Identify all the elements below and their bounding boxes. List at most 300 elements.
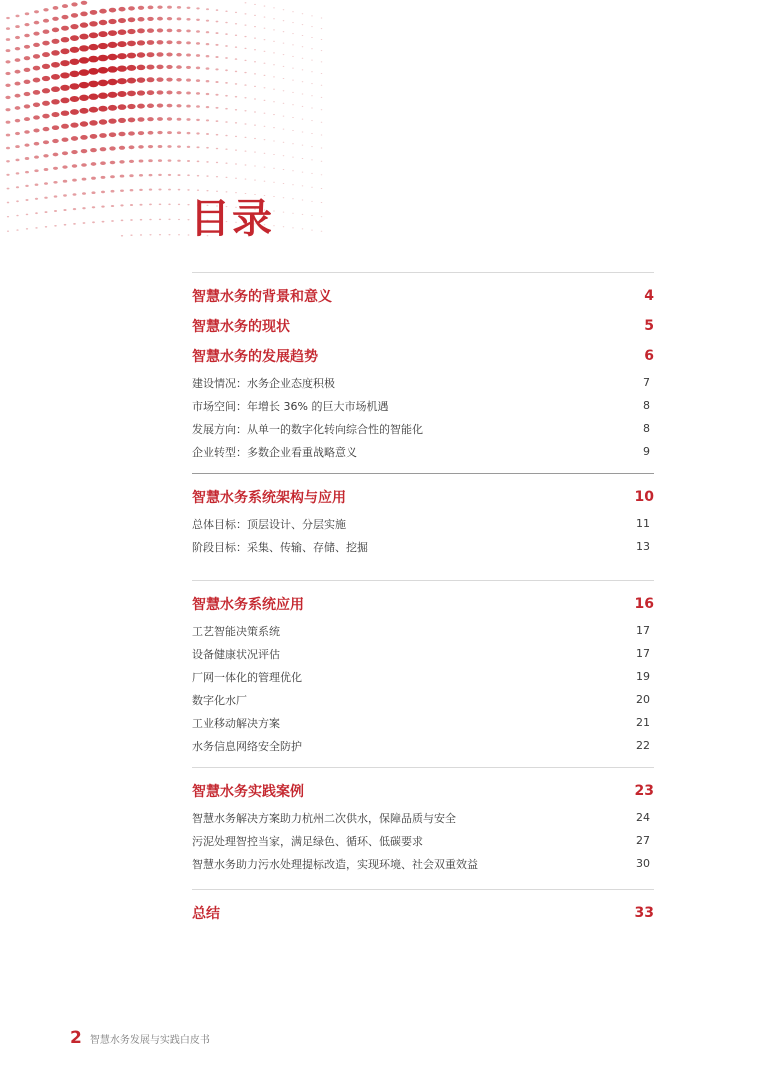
decorative-dot — [292, 104, 294, 105]
decorative-dot — [235, 109, 237, 111]
decorative-dot — [311, 37, 313, 38]
decorative-dot — [42, 101, 50, 106]
decorative-dot — [157, 6, 162, 9]
decorative-dot — [140, 234, 142, 235]
decorative-dot — [177, 6, 181, 9]
decorative-dot — [273, 114, 275, 115]
decorative-dot — [273, 101, 275, 102]
toc-entry-title: 数字化水厂 — [192, 693, 247, 707]
decorative-dot — [168, 234, 170, 235]
decorative-dot — [244, 97, 246, 98]
decorative-dot — [159, 219, 161, 221]
decorative-dot — [79, 69, 89, 76]
decorative-dot — [6, 27, 10, 30]
decorative-dot — [15, 82, 21, 86]
decorative-dot — [264, 153, 266, 154]
decorative-dot — [117, 91, 126, 97]
decorative-dot — [178, 234, 180, 235]
decorative-dot — [302, 145, 304, 146]
decorative-dot — [149, 203, 152, 205]
toc-entry[interactable] — [192, 806, 654, 829]
decorative-dot — [127, 41, 136, 47]
decorative-dot — [63, 194, 67, 196]
decorative-dot — [166, 52, 172, 56]
decorative-dot — [196, 132, 199, 134]
decorative-dot — [321, 97, 323, 98]
decorative-dot — [89, 107, 98, 113]
decorative-dot — [73, 193, 77, 196]
decorative-dot — [148, 159, 152, 162]
decorative-dot — [6, 121, 11, 124]
decorative-dot — [111, 205, 114, 207]
decorative-dot — [118, 118, 126, 123]
decorative-dot — [117, 41, 126, 47]
decorative-dot — [15, 145, 20, 148]
decorative-dot — [108, 118, 116, 123]
decorative-dot — [6, 160, 10, 162]
toc-entry[interactable] — [192, 665, 654, 688]
decorative-dot — [177, 174, 180, 176]
decorative-dot — [321, 188, 323, 189]
decorative-dot — [25, 171, 29, 174]
decorative-dot — [81, 163, 87, 167]
toc-chapter[interactable] — [192, 482, 654, 512]
toc-entry[interactable] — [192, 734, 654, 757]
decorative-dot — [99, 119, 107, 124]
decorative-dot — [321, 61, 323, 62]
decorative-dot — [273, 41, 275, 42]
decorative-dot — [130, 189, 134, 191]
decorative-dot — [197, 161, 200, 163]
decorative-dot — [245, 13, 247, 14]
decorative-dot — [206, 161, 209, 163]
decorative-dot — [225, 33, 228, 35]
decorative-dot — [235, 163, 237, 164]
decorative-dot — [254, 111, 256, 112]
decorative-dot — [166, 91, 172, 95]
decorative-dot — [140, 204, 143, 206]
decorative-dot — [283, 129, 285, 130]
toc-entry[interactable] — [192, 852, 654, 875]
decorative-dot — [273, 127, 275, 128]
decorative-dot — [311, 146, 313, 147]
decorative-dot — [244, 84, 246, 85]
decorative-dot — [226, 191, 228, 192]
decorative-dot — [216, 176, 218, 177]
decorative-dot — [235, 96, 237, 98]
toc-chapter[interactable] — [192, 311, 654, 341]
decorative-dot — [311, 108, 313, 109]
toc-entry[interactable] — [192, 440, 654, 463]
decorative-dot — [24, 104, 30, 108]
decorative-dot — [196, 79, 200, 82]
decorative-dot — [166, 78, 172, 82]
decorative-dot — [186, 41, 191, 44]
decorative-dot — [26, 228, 28, 229]
decorative-dot — [273, 29, 275, 30]
decorative-dot — [311, 26, 313, 27]
decorative-dot — [196, 42, 200, 45]
decorative-dot — [196, 19, 200, 21]
decorative-dot — [273, 89, 275, 90]
decorative-dot — [311, 133, 313, 134]
decorative-dot — [51, 62, 60, 68]
decorative-dot — [98, 31, 107, 37]
decorative-dot — [157, 90, 164, 94]
toc-entry[interactable] — [192, 394, 654, 417]
decorative-dot — [245, 150, 247, 151]
decorative-dot — [196, 67, 200, 70]
decorative-dot — [235, 35, 237, 37]
decorative-dot — [91, 162, 97, 166]
decorative-dot — [292, 213, 294, 214]
decorative-dot — [129, 160, 134, 163]
decorative-dot — [70, 59, 80, 65]
decorative-dot — [79, 34, 88, 40]
decorative-dot — [215, 56, 218, 58]
decorative-dot — [60, 72, 70, 78]
decorative-dot — [311, 230, 313, 231]
decorative-dot — [24, 23, 29, 26]
toc-chapter-page: 33 — [634, 905, 654, 921]
decorative-dot — [166, 40, 172, 44]
decorative-dot — [7, 216, 9, 217]
decorative-dot — [283, 66, 285, 67]
decorative-dot — [24, 117, 30, 121]
decorative-dot — [321, 216, 323, 217]
decorative-dot — [53, 181, 57, 184]
decorative-dot — [107, 54, 117, 60]
decorative-dot — [42, 76, 50, 81]
decorative-dot — [177, 17, 182, 20]
decorative-dot — [225, 69, 228, 71]
toc-chapter[interactable] — [192, 341, 654, 371]
decorative-dot — [108, 92, 118, 98]
decorative-dot — [311, 95, 313, 96]
decorative-dot — [62, 4, 68, 8]
toc-entry-title: 工业移动解决方案 — [192, 716, 280, 730]
decorative-dot — [186, 118, 190, 121]
decorative-dot — [206, 147, 209, 149]
decorative-dot — [99, 20, 107, 25]
page-footer — [70, 1028, 210, 1048]
decorative-dot — [16, 186, 19, 188]
decorative-dot — [167, 17, 172, 20]
decorative-dot — [72, 164, 77, 168]
decorative-dot — [70, 35, 79, 41]
decorative-dot — [51, 50, 60, 55]
decorative-dot — [108, 42, 118, 48]
toc-entry-title: 智慧水务解决方案助力杭州二次供水，保障品质与安全 — [192, 811, 456, 825]
decorative-dot — [244, 48, 246, 49]
toc-entry-title: 智慧水务助力污水处理提标改造，实现环境、社会双重效益 — [192, 857, 478, 871]
decorative-dot — [24, 143, 29, 146]
decorative-dot — [196, 146, 199, 148]
decorative-dot — [62, 165, 67, 168]
decorative-dot — [206, 175, 208, 176]
decorative-dot — [92, 221, 95, 223]
toc-chapter-title: 智慧水务的背景和意义 — [192, 289, 332, 305]
decorative-dot — [216, 32, 219, 34]
toc-entry-title: 厂网一体化的管理优化 — [192, 670, 302, 684]
decorative-dot — [264, 51, 266, 52]
decorative-dot — [15, 36, 20, 39]
decorative-dot — [99, 133, 107, 138]
decorative-dot — [109, 8, 116, 13]
decorative-dot — [321, 122, 323, 123]
decorative-dot — [216, 148, 218, 150]
decorative-dot — [130, 219, 133, 221]
decorative-dot — [225, 57, 228, 59]
decorative-dot — [34, 142, 40, 146]
decorative-dot — [292, 22, 294, 23]
decorative-dot — [321, 174, 323, 175]
decorative-dot — [292, 130, 294, 131]
decorative-dot — [80, 135, 88, 140]
decorative-dot — [90, 10, 98, 15]
decorative-dot — [16, 200, 19, 202]
decorative-dot — [206, 20, 209, 22]
decorative-dot — [273, 52, 275, 53]
decorative-dot — [130, 204, 133, 206]
toc-chapter-page: 23 — [634, 783, 654, 799]
decorative-dot — [302, 132, 304, 133]
decorative-dot — [292, 227, 294, 228]
decorative-dot — [43, 127, 50, 131]
decorative-dot — [167, 29, 173, 33]
decorative-dot — [107, 66, 117, 73]
decorative-dot — [138, 145, 144, 149]
toc-chapter[interactable] — [192, 776, 654, 806]
decorative-dot — [62, 151, 68, 155]
decorative-dot — [5, 72, 10, 75]
table-of-contents — [192, 272, 654, 928]
decorative-dot — [118, 7, 125, 12]
decorative-dot — [98, 80, 108, 87]
decorative-dot — [167, 117, 172, 120]
decorative-dot — [89, 120, 98, 125]
decorative-dot — [127, 53, 136, 59]
decorative-dot — [52, 17, 59, 21]
decorative-dot — [167, 131, 172, 134]
decorative-dot — [100, 161, 106, 165]
decorative-dot — [147, 52, 155, 57]
decorative-dot — [117, 65, 127, 71]
decorative-dot — [81, 149, 88, 153]
decorative-dot — [52, 39, 60, 44]
decorative-dot — [71, 150, 77, 154]
decorative-dot — [82, 192, 86, 195]
decorative-dot — [117, 78, 127, 84]
decorative-dot — [61, 37, 70, 42]
decorative-dot — [88, 68, 99, 75]
decorative-dot — [235, 122, 237, 123]
decorative-dot — [283, 226, 285, 227]
decorative-dot — [235, 149, 237, 150]
decorative-dot — [302, 228, 304, 229]
decorative-dot — [45, 226, 48, 228]
decorative-dot — [130, 235, 132, 236]
decorative-dot — [302, 81, 304, 82]
decorative-dot — [254, 138, 256, 139]
decorative-dot — [206, 190, 208, 191]
decorative-dot — [311, 159, 313, 160]
decorative-dot — [292, 170, 294, 171]
decorative-dot — [178, 219, 180, 220]
decorative-dot — [83, 222, 86, 224]
decorative-dot — [127, 65, 136, 71]
decorative-dot — [25, 12, 30, 15]
toc-entry[interactable] — [192, 829, 654, 852]
decorative-dot — [302, 94, 304, 95]
decorative-dot — [148, 145, 153, 148]
toc-chapter-title: 智慧水务的现状 — [192, 319, 290, 335]
toc-chapter-page: 4 — [644, 288, 654, 304]
decorative-dot — [53, 167, 58, 170]
toc-entry[interactable] — [192, 688, 654, 711]
decorative-dot — [147, 17, 154, 21]
decorative-dot — [264, 87, 266, 88]
decorative-dot — [61, 110, 70, 115]
decorative-dot — [16, 215, 18, 217]
toc-entry[interactable] — [192, 619, 654, 642]
decorative-dot — [139, 189, 143, 191]
decorative-dot — [264, 113, 266, 114]
decorative-dot — [60, 97, 69, 103]
toc-entry[interactable] — [192, 711, 654, 734]
decorative-dot — [273, 140, 275, 141]
decorative-dot — [321, 109, 323, 110]
decorative-dot — [206, 67, 210, 69]
decorative-dot — [110, 161, 116, 165]
decorative-dot — [70, 122, 78, 127]
decorative-dot — [69, 71, 79, 77]
decorative-dot — [176, 29, 181, 32]
toc-chapter-title: 智慧水务系统架构与应用 — [192, 490, 346, 506]
decorative-dot — [321, 50, 323, 51]
decorative-dot — [137, 77, 146, 82]
decorative-dot — [187, 174, 190, 176]
decorative-dot — [88, 81, 98, 88]
decorative-dot — [156, 77, 163, 82]
decorative-dot — [34, 156, 39, 159]
toc-entry[interactable] — [192, 535, 654, 558]
decorative-dot — [311, 215, 313, 216]
decorative-dot — [128, 131, 135, 135]
decorative-dot — [178, 189, 181, 191]
toc-entry-title: 企业转型：多数企业看重战略意义 — [192, 445, 357, 459]
decorative-dot — [244, 72, 246, 73]
decorative-dot — [129, 145, 135, 149]
decorative-dot — [206, 8, 209, 10]
decorative-dot — [33, 43, 40, 47]
toc-entry[interactable] — [192, 512, 654, 535]
toc-entry[interactable] — [192, 417, 654, 440]
decorative-dot — [7, 202, 10, 204]
decorative-dot — [235, 178, 237, 179]
decorative-dot — [186, 66, 191, 69]
decorative-dot — [63, 180, 67, 183]
decorative-dot — [79, 57, 89, 64]
decorative-dot — [33, 78, 41, 83]
toc-chapter-page: 5 — [644, 318, 654, 334]
decorative-dot — [311, 83, 313, 84]
toc-entry[interactable] — [192, 642, 654, 665]
decorative-dot — [273, 182, 275, 183]
decorative-dot — [5, 84, 10, 87]
decorative-dot — [225, 148, 227, 149]
decorative-dot — [321, 231, 323, 232]
toc-chapter-page: 10 — [634, 489, 654, 505]
toc-entry-page: 27 — [636, 834, 650, 847]
decorative-dot — [225, 45, 228, 47]
decorative-dot — [137, 90, 145, 95]
toc-entry-page: 8 — [643, 399, 650, 412]
decorative-dot — [34, 21, 40, 25]
decorative-dot — [91, 177, 96, 180]
toc-chapter[interactable] — [192, 589, 654, 619]
decorative-dot — [101, 206, 104, 208]
decorative-dot — [187, 146, 190, 148]
decorative-dot — [273, 168, 275, 169]
decorative-dot — [283, 142, 285, 143]
decorative-dot — [168, 159, 172, 161]
decorative-dot — [139, 174, 143, 177]
decorative-dot — [168, 203, 171, 205]
decorative-dot — [206, 106, 209, 108]
decorative-dot — [137, 104, 145, 109]
decorative-dot — [121, 220, 124, 222]
decorative-dot — [254, 86, 256, 87]
toc-entry[interactable] — [192, 371, 654, 394]
decorative-dot — [167, 145, 171, 148]
decorative-dot — [6, 38, 10, 41]
decorative-dot — [321, 135, 323, 136]
decorative-dot — [197, 189, 199, 190]
decorative-dot — [159, 203, 162, 205]
decorative-dot — [111, 220, 114, 222]
decorative-dot — [292, 68, 294, 69]
decorative-dot — [321, 85, 323, 86]
decorative-dot — [254, 152, 256, 153]
decorative-dot — [147, 117, 154, 121]
decorative-dot — [119, 160, 124, 163]
decorative-dot — [119, 146, 125, 150]
decorative-dot — [283, 183, 285, 184]
toc-chapter-title: 智慧水务系统应用 — [192, 597, 304, 613]
decorative-dot — [283, 116, 285, 117]
decorative-dot — [44, 197, 47, 199]
decorative-dot — [99, 9, 107, 14]
decorative-dot — [53, 6, 59, 10]
decorative-dot — [264, 28, 266, 29]
decorative-dot — [109, 146, 115, 150]
toc-entry-page: 24 — [636, 811, 650, 824]
decorative-dot — [283, 43, 285, 44]
toc-chapter[interactable] — [192, 898, 654, 928]
toc-chapter[interactable] — [192, 281, 654, 311]
decorative-dot — [197, 175, 200, 177]
decorative-dot — [292, 157, 294, 158]
toc-chapter-page: 6 — [644, 348, 654, 364]
decorative-dot — [42, 64, 50, 69]
toc-entry-page: 17 — [636, 647, 650, 660]
decorative-dot — [254, 180, 256, 181]
decorative-dot — [244, 36, 246, 37]
decorative-dot — [225, 22, 228, 24]
decorative-dot — [5, 60, 10, 63]
decorative-dot — [159, 234, 161, 235]
